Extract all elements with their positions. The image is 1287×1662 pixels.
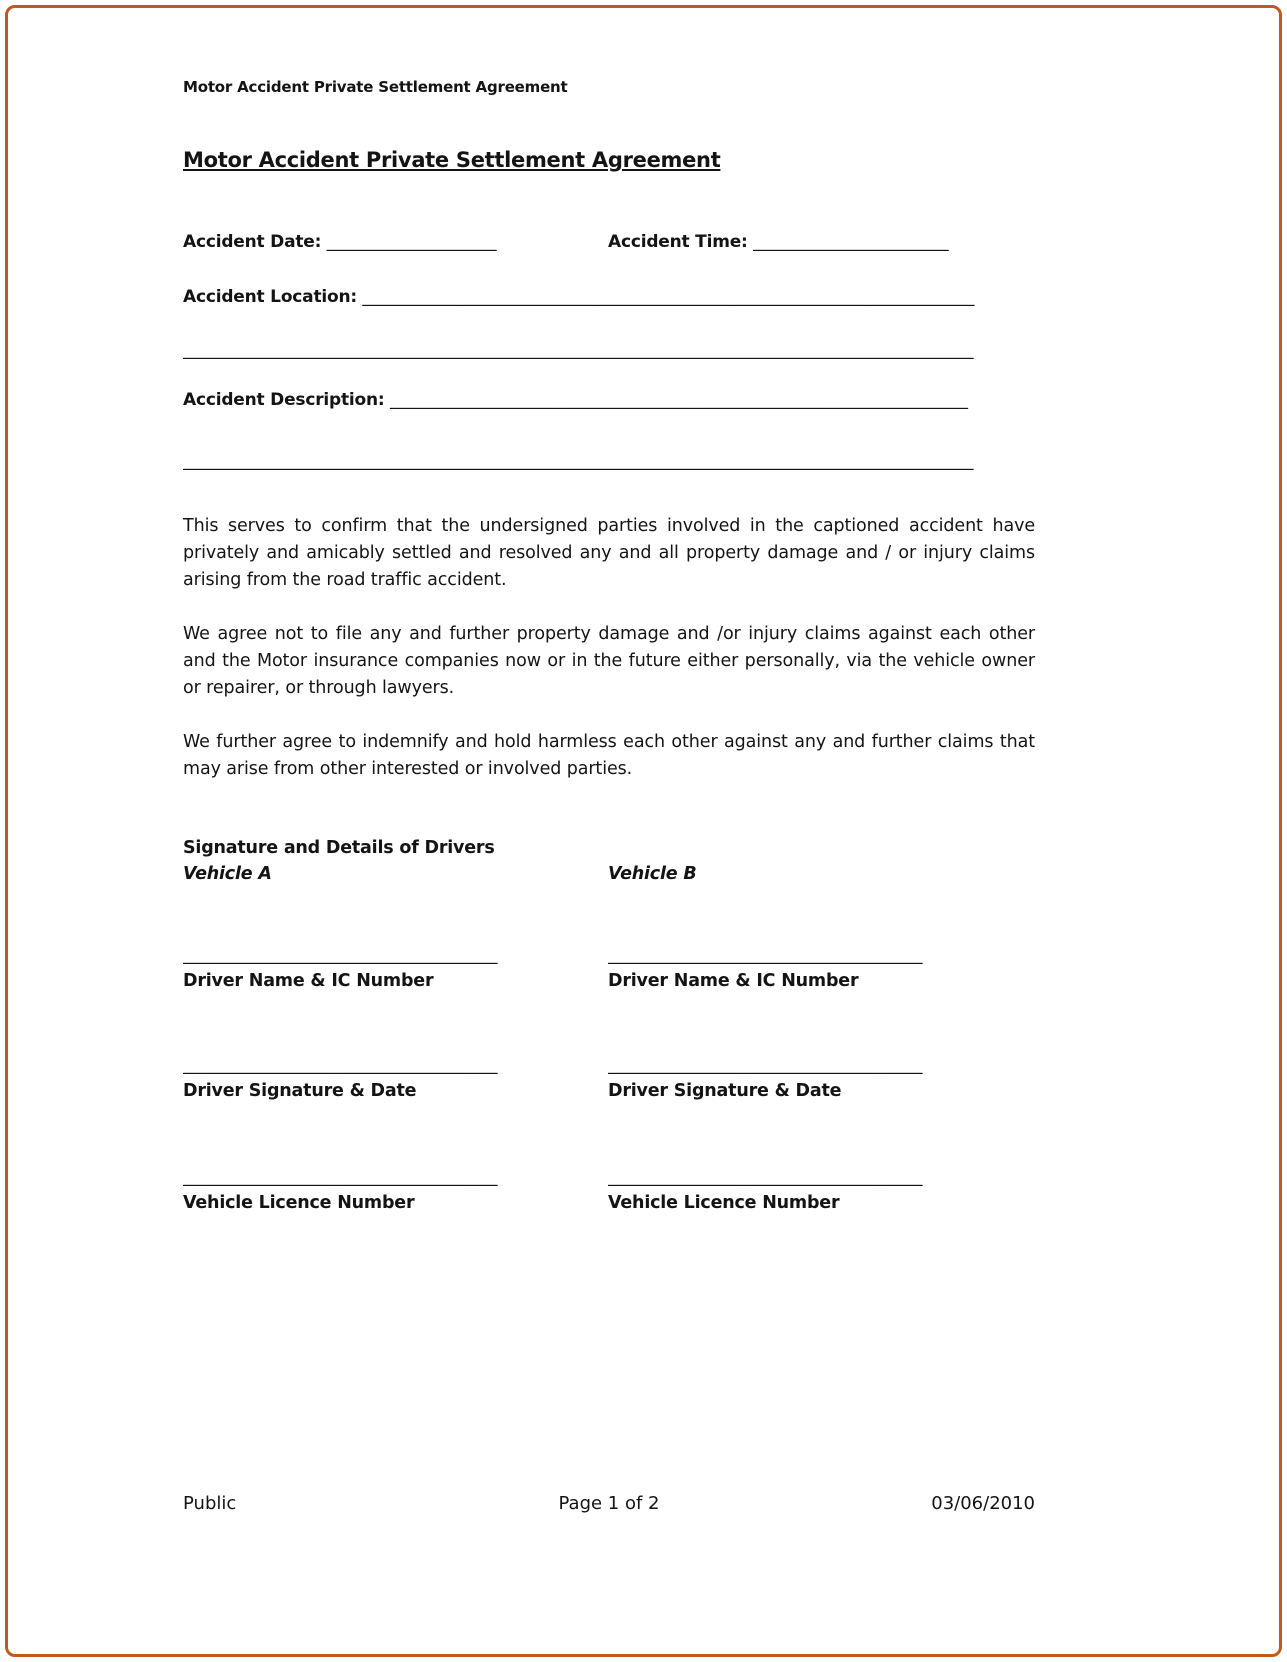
- footer-date: 03/06/2010: [931, 1493, 1035, 1514]
- document-content: [183, 0, 1035, 1215]
- signature-line: _____________________________________: [608, 1055, 923, 1075]
- driver-signature-date-label: Driver Signature & Date: [608, 1081, 842, 1101]
- vehicle-a-heading: Vehicle A: [183, 864, 272, 884]
- vehicle-b-signature-block: [608, 943, 1033, 1215]
- driver-signature-date-label: Driver Signature & Date: [183, 1081, 417, 1101]
- page-footer: [183, 1492, 1035, 1516]
- accident-description-field: [183, 388, 1035, 412]
- accident-time-blank: _______________________: [753, 232, 949, 252]
- accident-time-field: [608, 230, 949, 254]
- accident-description-label: Accident Description:: [183, 390, 385, 410]
- signature-section-title: Signature and Details of Drivers: [183, 838, 495, 858]
- signature-line: _____________________________________: [608, 1167, 923, 1187]
- accident-date-blank: ____________________: [326, 232, 497, 252]
- date-time-row: [183, 230, 1035, 254]
- signature-line: _____________________________________: [183, 945, 498, 965]
- signature-grid: [183, 943, 1035, 1215]
- signature-line: _____________________________________: [183, 1055, 498, 1075]
- signature-line: _____________________________________: [183, 1167, 498, 1187]
- accident-date-label: Accident Date:: [183, 232, 322, 252]
- running-header: Motor Accident Private Settlement Agreement: [183, 78, 568, 96]
- vehicle-licence-number-label: Vehicle Licence Number: [183, 1193, 415, 1213]
- document-title: Motor Accident Private Settlement Agreement: [183, 148, 721, 172]
- accident-location-field: [183, 285, 1035, 309]
- agreement-paragraph-1: This serves to confirm that the undersigned parties involved in the captioned accident have privately and amicably settled and resolved any and all property damage and / or injury claims arising from the road traffic accident.: [183, 516, 1035, 590]
- agreement-paragraph-2: We agree not to file any and further property damage and /or injury claims against each other and the Motor insurance companies now or in the future either personally, via the vehicle owner or repairer, or through lawyers.: [183, 624, 1035, 698]
- accident-location-label: Accident Location:: [183, 287, 357, 307]
- footer-classification: Public: [183, 1493, 237, 1514]
- vehicle-licence-number-label: Vehicle Licence Number: [608, 1193, 840, 1213]
- accident-date-field: [183, 230, 608, 254]
- footer-page-number: Page 1 of 2: [558, 1493, 660, 1514]
- location-continuation-line: _____________________________________________________________________________________________: [183, 340, 974, 360]
- driver-name-ic-label: Driver Name & IC Number: [608, 971, 859, 991]
- accident-time-label: Accident Time:: [608, 232, 748, 252]
- agreement-paragraph-3: We further agree to indemnify and hold harmless each other against any and further claims that may arise from other interested or involved parties.: [183, 732, 1035, 779]
- vehicle-headings-row: [183, 862, 1035, 886]
- accident-location-blank: ________________________________________________________________________: [362, 287, 975, 307]
- vehicle-b-heading: Vehicle B: [608, 864, 697, 884]
- description-continuation-line: _____________________________________________________________________________________________: [183, 451, 974, 471]
- accident-description-blank: ____________________________________________________________________: [389, 390, 968, 410]
- driver-name-ic-label: Driver Name & IC Number: [183, 971, 434, 991]
- vehicle-a-signature-block: [183, 943, 608, 1215]
- signature-line: _____________________________________: [608, 945, 923, 965]
